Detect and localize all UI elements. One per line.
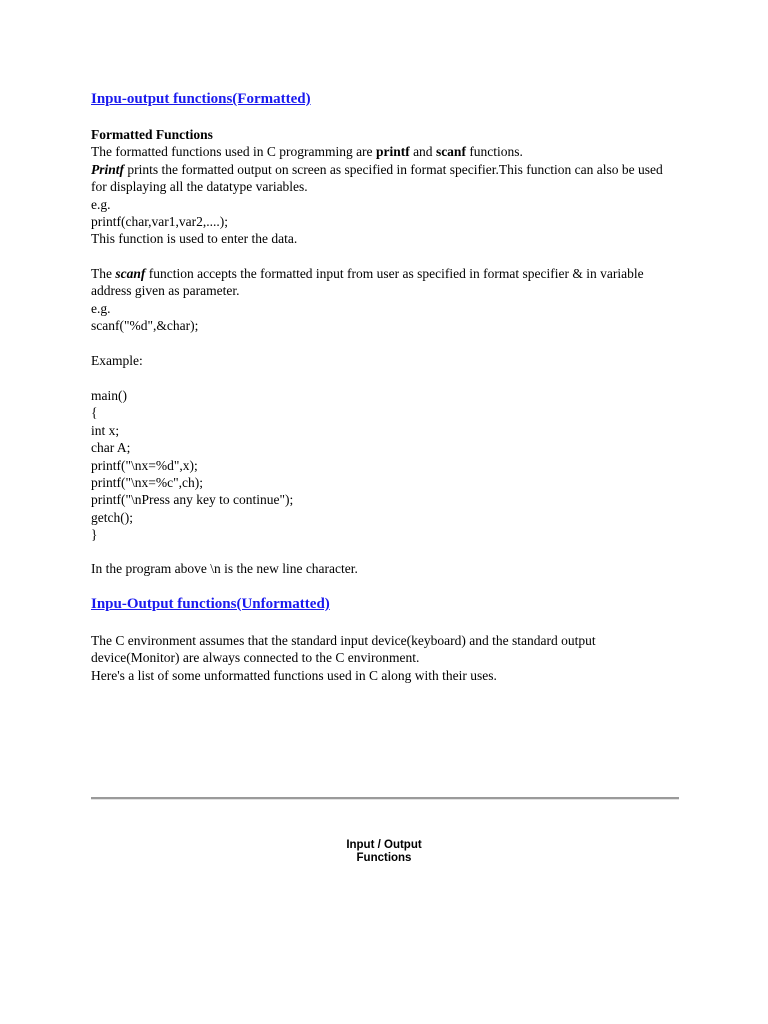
horizontal-rule: [91, 797, 679, 800]
unformatted-functions-heading-link[interactable]: Inpu-Output functions(Unformatted): [91, 596, 330, 612]
formatted-functions-heading-link[interactable]: Inpu-output functions(Formatted): [91, 91, 311, 107]
formatted-intro-block: [91, 126, 681, 248]
caption-line-1: Input / Output: [346, 839, 422, 851]
table-caption: [0, 839, 768, 865]
code-line: }: [91, 527, 98, 543]
intro-and-text: and: [409, 144, 436, 160]
example-label: Example:: [91, 353, 143, 368]
scanf-keyword: scanf: [115, 266, 146, 281]
intro-pre-text: The formatted functions used in C programming are: [91, 144, 376, 160]
example-label-block: [91, 352, 681, 369]
code-line: printf("\nPress any key to continue");: [91, 492, 294, 508]
printf-keyword: Printf: [91, 161, 125, 177]
scanf-example: scanf("%d",&char);: [91, 318, 199, 334]
eg-label: e.g.: [91, 196, 111, 212]
formatted-intro-text: [91, 143, 681, 160]
printf-description-text: prints the formatted output on screen as specified in format specifier.This function can also be used for displaying all the datatype variables.: [91, 161, 663, 195]
intro-printf-keyword: printf: [375, 144, 410, 160]
code-line: main(): [91, 388, 127, 403]
code-line: int x;: [91, 422, 120, 438]
code-line: getch();: [91, 509, 133, 525]
code-line: printf("\nx=%d",x);: [91, 457, 198, 473]
code-line: {: [91, 405, 98, 421]
newline-note-block: [91, 560, 681, 577]
caption-line-2: Functions: [356, 852, 412, 864]
code-line: char A;: [91, 440, 131, 456]
printf-description: [91, 161, 681, 196]
scanf-description: [91, 265, 681, 300]
scanf-description-text: function accepts the formatted input from user as specified in format specifier & in variable address given as parameter.: [91, 266, 644, 299]
unformatted-list-intro: Here's a list of some unformatted functions used in C along with their uses.: [91, 667, 497, 683]
printf-example: printf(char,var1,var2,....);: [91, 214, 229, 230]
eg-label: e.g.: [91, 300, 111, 316]
code-line: printf("\nx=%c",ch);: [91, 475, 203, 491]
newline-note: In the program above \n is the new line character.: [91, 561, 358, 576]
unformatted-paragraph: The C environment assumes that the standard input device(keyboard) and the standard output device(Monitor) are always connected to the C environment.: [91, 633, 596, 666]
formatted-functions-subheading: Formatted Functions: [91, 127, 213, 142]
unformatted-body-block: [91, 632, 681, 684]
printf-note: This function is used to enter the data.: [91, 231, 298, 247]
scanf-block: [91, 265, 681, 335]
intro-scanf-keyword: scanf: [435, 144, 466, 160]
scanf-pre-text: The: [91, 266, 116, 281]
intro-post-text: functions.: [465, 144, 523, 160]
code-example-block: [91, 387, 681, 544]
